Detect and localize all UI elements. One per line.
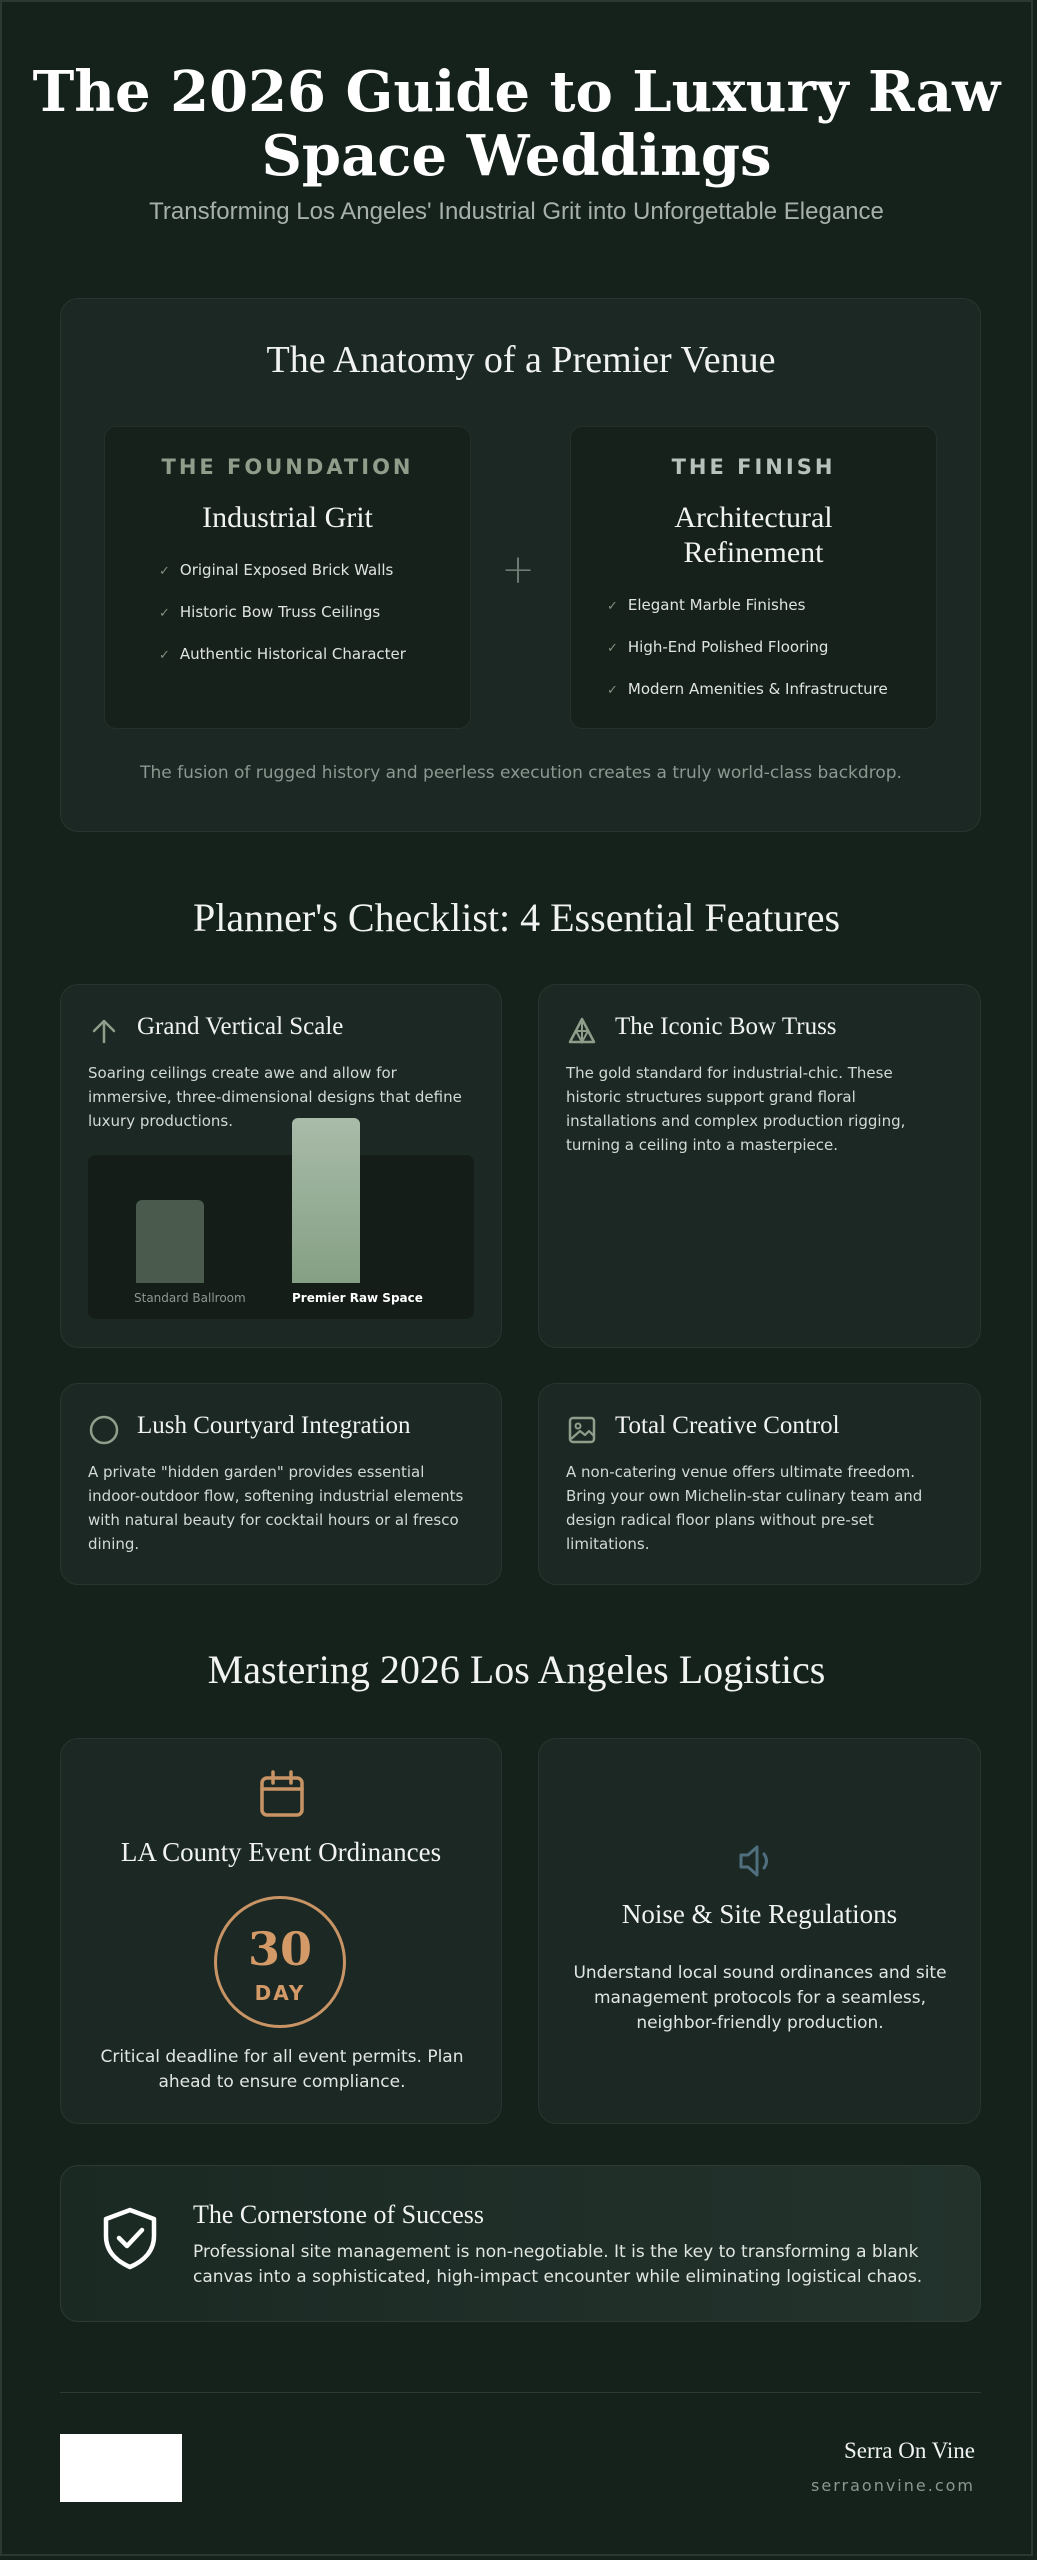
check-icon: ✓ — [159, 606, 170, 621]
feature-card-vertical-scale — [60, 984, 502, 1348]
logistics-title: Mastering 2026 Los Angeles Logistics — [207, 1647, 826, 1692]
deadline-badge — [214, 1896, 346, 2028]
checklist-title: Planner's Checklist: 4 Essential Features — [192, 895, 841, 940]
circle-icon — [88, 1414, 120, 1446]
page-subtitle: Transforming Los Angeles' Industrial Grit into Unforgettable Elegance — [149, 198, 884, 225]
list-item: ✓ High-End Polished Flooring — [607, 626, 888, 668]
list-item: ✓ Elegant Marble Finishes — [607, 584, 888, 626]
finish-heading: Architectural Refinement — [674, 501, 833, 569]
bar-premier-raw-space — [292, 1118, 360, 1283]
feature-title: Lush Courtyard Integration — [137, 1412, 411, 1439]
check-icon: ✓ — [607, 641, 618, 656]
foundation-heading: Industrial Grit — [202, 501, 373, 534]
truss-icon — [566, 1015, 598, 1047]
finish-kicker: THE FINISH — [671, 455, 836, 479]
feature-title: The Iconic Bow Truss — [615, 1013, 837, 1040]
cornerstone-banner — [60, 2165, 981, 2322]
feature-card-courtyard — [60, 1383, 502, 1585]
finish-panel — [570, 426, 937, 729]
feature-card-bow-truss — [538, 984, 981, 1348]
footer-divider — [60, 2392, 981, 2393]
ordinances-body: Critical deadline for all event permits. Plan ahead to ensure compliance. — [100, 2047, 464, 2092]
foundation-list — [159, 549, 406, 675]
anatomy-title: The Anatomy of a Premier Venue — [266, 339, 776, 381]
noise-body: Understand local sound ordinances and site management protocols for a seamless, neighbor-friendly production. — [573, 1963, 947, 2033]
feature-body: A private "hidden garden" provides essential indoor-outdoor flow, softening industrial elements with natural beauty for cocktail hours or al fresco dining. — [88, 1463, 464, 1553]
brand-url-link[interactable]: serraonvine.com — [811, 2476, 975, 2495]
speaker-icon — [735, 1839, 779, 1883]
list-item: ✓ Modern Amenities & Infrastructure — [607, 668, 888, 710]
feature-title: Grand Vertical Scale — [137, 1013, 344, 1040]
logo-placeholder — [60, 2434, 182, 2502]
shield-check-icon — [101, 2206, 159, 2270]
check-icon: ✓ — [607, 599, 618, 614]
noise-card — [538, 1738, 981, 2124]
feature-body: A non-catering venue offers ultimate freedom. Bring your own Michelin-star culinary team and design radical floor plans without pre-set limitations. — [566, 1463, 923, 1553]
feature-body: The gold standard for industrial-chic. These historic structures support grand floral installations and complex production rigging, turning a ceiling into a masterpiece. — [566, 1064, 906, 1154]
plus-icon: + — [501, 547, 535, 593]
list-item: ✓ Historic Bow Truss Ceilings — [159, 591, 406, 633]
check-icon: ✓ — [607, 683, 618, 698]
feature-card-creative-control — [538, 1383, 981, 1585]
height-comparison-chart — [88, 1155, 474, 1319]
anatomy-caption: The fusion of rugged history and peerless execution creates a truly world-class backdrop. — [140, 763, 902, 783]
cornerstone-body: Professional site management is non-negotiable. It is the key to transforming a blank canvas into a sophisticated, high-impact encounter while eliminating logistical chaos. — [193, 2242, 923, 2287]
deadline-unit: DAY — [254, 1981, 306, 2005]
feature-body: Soaring ceilings create awe and allow for immersive, three-dimensional designs that define luxury productions. — [88, 1064, 462, 1130]
check-icon: ✓ — [159, 564, 170, 579]
bar-label-premier-raw-space: Premier Raw Space — [292, 1291, 423, 1305]
foundation-panel — [104, 426, 471, 729]
bar-standard-ballroom — [136, 1200, 204, 1283]
finish-list — [607, 584, 888, 710]
image-icon — [566, 1414, 598, 1446]
deadline-number: 30 — [247, 1922, 312, 1976]
ordinances-title: LA County Event Ordinances — [120, 1837, 442, 1867]
feature-title: Total Creative Control — [615, 1412, 840, 1439]
brand-name: Serra On Vine — [843, 2438, 975, 2463]
arrow-up-icon — [88, 1015, 120, 1047]
bar-label-standard-ballroom: Standard Ballroom — [134, 1291, 246, 1305]
foundation-kicker: THE FOUNDATION — [161, 455, 414, 479]
list-item: ✓ Authentic Historical Character — [159, 633, 406, 675]
ordinances-card — [60, 1738, 502, 2124]
noise-title: Noise & Site Regulations — [621, 1899, 898, 1929]
check-icon: ✓ — [159, 648, 170, 663]
page-title: The 2026 Guide to Luxury Raw Space Weddings — [32, 59, 1001, 189]
calendar-icon — [257, 1769, 307, 1819]
cornerstone-title: The Cornerstone of Success — [193, 2200, 484, 2229]
list-item: ✓ Original Exposed Brick Walls — [159, 549, 406, 591]
